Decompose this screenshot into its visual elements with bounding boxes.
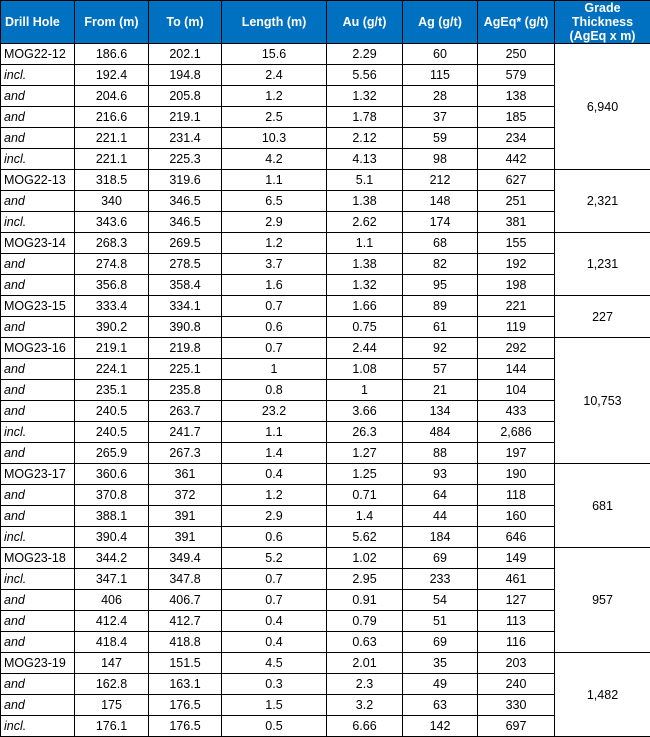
cell-au: 0.71: [327, 485, 403, 506]
header-ageq: AgEq* (g/t): [478, 1, 555, 44]
cell-length: 2.5: [222, 107, 327, 128]
cell-length: 4.5: [222, 653, 327, 674]
cell-to: 267.3: [149, 443, 222, 464]
cell-length: 1.5: [222, 695, 327, 716]
cell-from: 318.5: [75, 170, 149, 191]
cell-to: 358.4: [149, 275, 222, 296]
cell-ageq: 197: [478, 443, 555, 464]
cell-drill-hole: and: [1, 695, 75, 716]
table-row: [1, 695, 650, 716]
cell-from: 216.6: [75, 107, 149, 128]
cell-ageq: 250: [478, 44, 555, 65]
cell-length: 0.4: [222, 632, 327, 653]
cell-au: 5.62: [327, 527, 403, 548]
cell-length: 0.6: [222, 317, 327, 338]
cell-from: 418.4: [75, 632, 149, 653]
cell-to: 225.3: [149, 149, 222, 170]
table-row: [1, 275, 650, 296]
cell-ag: 44: [403, 506, 478, 527]
cell-ag: 115: [403, 65, 478, 86]
cell-ag: 98: [403, 149, 478, 170]
cell-ageq: 190: [478, 464, 555, 485]
cell-from: 192.4: [75, 65, 149, 86]
cell-ag: 134: [403, 401, 478, 422]
cell-ageq: 433: [478, 401, 555, 422]
cell-ageq: 203: [478, 653, 555, 674]
cell-length: 1.4: [222, 443, 327, 464]
cell-ag: 54: [403, 590, 478, 611]
cell-from: 344.2: [75, 548, 149, 569]
table-row: [1, 254, 650, 275]
cell-au: 2.62: [327, 212, 403, 233]
table-row: [1, 443, 650, 464]
cell-from: 219.1: [75, 338, 149, 359]
cell-from: 240.5: [75, 401, 149, 422]
cell-to: 176.5: [149, 716, 222, 737]
cell-drill-hole: and: [1, 128, 75, 149]
cell-drill-hole: MOG23-18: [1, 548, 75, 569]
cell-au: 6.66: [327, 716, 403, 737]
cell-to: 361: [149, 464, 222, 485]
cell-au: 1.4: [327, 506, 403, 527]
cell-au: 4.13: [327, 149, 403, 170]
cell-to: 219.1: [149, 107, 222, 128]
cell-ageq: 461: [478, 569, 555, 590]
cell-to: 418.8: [149, 632, 222, 653]
header-row: [1, 1, 650, 44]
cell-length: 0.4: [222, 611, 327, 632]
cell-to: 241.7: [149, 422, 222, 443]
cell-to: 151.5: [149, 653, 222, 674]
cell-au: 0.79: [327, 611, 403, 632]
cell-length: 3.7: [222, 254, 327, 275]
cell-ageq: 155: [478, 233, 555, 254]
cell-to: 194.8: [149, 65, 222, 86]
cell-length: 5.2: [222, 548, 327, 569]
cell-to: 372: [149, 485, 222, 506]
cell-drill-hole: and: [1, 443, 75, 464]
cell-length: 15.6: [222, 44, 327, 65]
cell-ag: 51: [403, 611, 478, 632]
cell-length: 10.3: [222, 128, 327, 149]
cell-au: 1.27: [327, 443, 403, 464]
table-row: [1, 527, 650, 548]
cell-au: 1: [327, 380, 403, 401]
header-drill-hole: Drill Hole: [1, 1, 75, 44]
cell-ag: 37: [403, 107, 478, 128]
cell-to: 235.8: [149, 380, 222, 401]
cell-to: 319.6: [149, 170, 222, 191]
cell-au: 2.95: [327, 569, 403, 590]
cell-to: 231.4: [149, 128, 222, 149]
cell-ageq: 192: [478, 254, 555, 275]
cell-ageq: 116: [478, 632, 555, 653]
cell-au: 1.38: [327, 191, 403, 212]
cell-ag: 95: [403, 275, 478, 296]
cell-from: 175: [75, 695, 149, 716]
cell-length: 1.2: [222, 485, 327, 506]
cell-from: 390.4: [75, 527, 149, 548]
table-row: [1, 611, 650, 632]
table-row: [1, 44, 650, 65]
cell-grade-thickness: 6,940: [555, 44, 650, 170]
cell-drill-hole: MOG23-19: [1, 653, 75, 674]
cell-length: 2.9: [222, 212, 327, 233]
cell-ag: 61: [403, 317, 478, 338]
cell-drill-hole: and: [1, 506, 75, 527]
cell-from: 224.1: [75, 359, 149, 380]
table-row: [1, 338, 650, 359]
cell-to: 391: [149, 506, 222, 527]
cell-au: 0.91: [327, 590, 403, 611]
cell-from: 221.1: [75, 149, 149, 170]
cell-to: 219.8: [149, 338, 222, 359]
cell-ageq: 160: [478, 506, 555, 527]
cell-from: 221.1: [75, 128, 149, 149]
cell-from: 147: [75, 653, 149, 674]
cell-from: 176.1: [75, 716, 149, 737]
cell-au: 1.1: [327, 233, 403, 254]
cell-grade-thickness: 681: [555, 464, 650, 548]
cell-ageq: 119: [478, 317, 555, 338]
cell-ageq: 330: [478, 695, 555, 716]
cell-grade-thickness: 957: [555, 548, 650, 653]
cell-length: 0.3: [222, 674, 327, 695]
header-ag: Ag (g/t): [403, 1, 478, 44]
cell-drill-hole: and: [1, 590, 75, 611]
cell-au: 1.66: [327, 296, 403, 317]
cell-au: 1.32: [327, 275, 403, 296]
cell-drill-hole: MOG23-17: [1, 464, 75, 485]
cell-au: 2.3: [327, 674, 403, 695]
cell-length: 0.8: [222, 380, 327, 401]
cell-ageq: 697: [478, 716, 555, 737]
cell-drill-hole: and: [1, 86, 75, 107]
cell-drill-hole: MOG23-15: [1, 296, 75, 317]
cell-to: 225.1: [149, 359, 222, 380]
cell-length: 23.2: [222, 401, 327, 422]
header-au: Au (g/t): [327, 1, 403, 44]
cell-from: 204.6: [75, 86, 149, 107]
table-row: [1, 317, 650, 338]
cell-au: 2.12: [327, 128, 403, 149]
cell-to: 269.5: [149, 233, 222, 254]
cell-ageq: 646: [478, 527, 555, 548]
cell-ag: 89: [403, 296, 478, 317]
cell-from: 240.5: [75, 422, 149, 443]
cell-from: 343.6: [75, 212, 149, 233]
table-row: [1, 149, 650, 170]
header-from: From (m): [75, 1, 149, 44]
cell-ag: 148: [403, 191, 478, 212]
table-row: [1, 380, 650, 401]
cell-grade-thickness: 1,231: [555, 233, 650, 296]
cell-from: 347.1: [75, 569, 149, 590]
cell-from: 333.4: [75, 296, 149, 317]
cell-length: 0.7: [222, 338, 327, 359]
table-row: [1, 170, 650, 191]
cell-ag: 93: [403, 464, 478, 485]
cell-drill-hole: incl.: [1, 149, 75, 170]
cell-from: 186.6: [75, 44, 149, 65]
cell-au: 1.38: [327, 254, 403, 275]
cell-ag: 69: [403, 632, 478, 653]
table-row: [1, 485, 650, 506]
cell-drill-hole: incl.: [1, 422, 75, 443]
cell-from: 274.8: [75, 254, 149, 275]
table-row: [1, 506, 650, 527]
cell-from: 360.6: [75, 464, 149, 485]
cell-from: 370.8: [75, 485, 149, 506]
table-row: [1, 212, 650, 233]
cell-drill-hole: MOG22-12: [1, 44, 75, 65]
header-length: Length (m): [222, 1, 327, 44]
cell-length: 1.6: [222, 275, 327, 296]
cell-ag: 49: [403, 674, 478, 695]
cell-ag: 142: [403, 716, 478, 737]
cell-drill-hole: and: [1, 275, 75, 296]
cell-ag: 57: [403, 359, 478, 380]
cell-to: 390.8: [149, 317, 222, 338]
cell-length: 6.5: [222, 191, 327, 212]
cell-length: 0.6: [222, 527, 327, 548]
cell-grade-thickness: 10,753: [555, 338, 650, 464]
cell-au: 1.08: [327, 359, 403, 380]
cell-grade-thickness: 2,321: [555, 170, 650, 233]
cell-au: 5.1: [327, 170, 403, 191]
cell-ageq: 149: [478, 548, 555, 569]
cell-au: 5.56: [327, 65, 403, 86]
table-row: [1, 86, 650, 107]
cell-ageq: 118: [478, 485, 555, 506]
table-row: [1, 716, 650, 737]
cell-drill-hole: and: [1, 485, 75, 506]
cell-drill-hole: and: [1, 254, 75, 275]
cell-ageq: 240: [478, 674, 555, 695]
cell-from: 390.2: [75, 317, 149, 338]
cell-from: 268.3: [75, 233, 149, 254]
table-row: [1, 107, 650, 128]
cell-grade-thickness: 1,482: [555, 653, 650, 737]
cell-length: 0.7: [222, 590, 327, 611]
cell-to: 278.5: [149, 254, 222, 275]
table-row: [1, 548, 650, 569]
cell-drill-hole: and: [1, 380, 75, 401]
cell-au: 3.2: [327, 695, 403, 716]
table-row: [1, 128, 650, 149]
cell-to: 205.8: [149, 86, 222, 107]
cell-drill-hole: and: [1, 317, 75, 338]
table-row: [1, 296, 650, 317]
cell-drill-hole: incl.: [1, 716, 75, 737]
cell-drill-hole: MOG22-13: [1, 170, 75, 191]
cell-au: 26.3: [327, 422, 403, 443]
table-row: [1, 632, 650, 653]
cell-ag: 64: [403, 485, 478, 506]
cell-ageq: 113: [478, 611, 555, 632]
cell-from: 406: [75, 590, 149, 611]
cell-from: 162.8: [75, 674, 149, 695]
cell-to: 412.7: [149, 611, 222, 632]
table-row: [1, 674, 650, 695]
cell-to: 334.1: [149, 296, 222, 317]
cell-ag: 35: [403, 653, 478, 674]
cell-ageq: 104: [478, 380, 555, 401]
cell-to: 349.4: [149, 548, 222, 569]
cell-ag: 60: [403, 44, 478, 65]
cell-drill-hole: incl.: [1, 65, 75, 86]
cell-ageq: 381: [478, 212, 555, 233]
cell-au: 0.75: [327, 317, 403, 338]
cell-ageq: 234: [478, 128, 555, 149]
cell-to: 391: [149, 527, 222, 548]
cell-drill-hole: and: [1, 611, 75, 632]
cell-drill-hole: MOG23-16: [1, 338, 75, 359]
cell-ag: 69: [403, 548, 478, 569]
table-row: [1, 401, 650, 422]
table-body: [1, 44, 650, 737]
cell-from: 356.8: [75, 275, 149, 296]
cell-au: 2.44: [327, 338, 403, 359]
cell-from: 388.1: [75, 506, 149, 527]
cell-au: 1.02: [327, 548, 403, 569]
cell-drill-hole: incl.: [1, 212, 75, 233]
cell-ageq: 442: [478, 149, 555, 170]
cell-ag: 233: [403, 569, 478, 590]
cell-drill-hole: and: [1, 191, 75, 212]
cell-from: 235.1: [75, 380, 149, 401]
cell-ag: 484: [403, 422, 478, 443]
table-row: [1, 233, 650, 254]
cell-to: 347.8: [149, 569, 222, 590]
cell-drill-hole: and: [1, 107, 75, 128]
table-row: [1, 65, 650, 86]
cell-ag: 174: [403, 212, 478, 233]
cell-from: 340: [75, 191, 149, 212]
cell-au: 1.25: [327, 464, 403, 485]
cell-ageq: 185: [478, 107, 555, 128]
cell-ageq: 127: [478, 590, 555, 611]
cell-drill-hole: and: [1, 401, 75, 422]
cell-length: 0.5: [222, 716, 327, 737]
cell-au: 1.78: [327, 107, 403, 128]
header-to: To (m): [149, 1, 222, 44]
cell-length: 1.1: [222, 170, 327, 191]
cell-ageq: 138: [478, 86, 555, 107]
cell-length: 2.9: [222, 506, 327, 527]
cell-drill-hole: and: [1, 359, 75, 380]
cell-length: 1.2: [222, 233, 327, 254]
cell-ag: 184: [403, 527, 478, 548]
cell-ag: 92: [403, 338, 478, 359]
table-row: [1, 653, 650, 674]
cell-to: 202.1: [149, 44, 222, 65]
cell-ag: 21: [403, 380, 478, 401]
cell-ageq: 221: [478, 296, 555, 317]
cell-grade-thickness: 227: [555, 296, 650, 338]
cell-length: 1: [222, 359, 327, 380]
cell-to: 176.5: [149, 695, 222, 716]
table-row: [1, 590, 650, 611]
cell-drill-hole: and: [1, 674, 75, 695]
cell-ag: 59: [403, 128, 478, 149]
cell-ag: 68: [403, 233, 478, 254]
cell-length: 0.7: [222, 296, 327, 317]
cell-length: 0.4: [222, 464, 327, 485]
cell-ageq: 579: [478, 65, 555, 86]
cell-from: 265.9: [75, 443, 149, 464]
cell-to: 346.5: [149, 212, 222, 233]
cell-au: 0.63: [327, 632, 403, 653]
cell-length: 4.2: [222, 149, 327, 170]
cell-length: 1.1: [222, 422, 327, 443]
cell-to: 263.7: [149, 401, 222, 422]
cell-from: 412.4: [75, 611, 149, 632]
cell-to: 163.1: [149, 674, 222, 695]
cell-length: 0.7: [222, 569, 327, 590]
cell-drill-hole: and: [1, 632, 75, 653]
cell-ageq: 144: [478, 359, 555, 380]
table-row: [1, 359, 650, 380]
cell-au: 1.32: [327, 86, 403, 107]
cell-ag: 82: [403, 254, 478, 275]
cell-ag: 28: [403, 86, 478, 107]
cell-ageq: 2,686: [478, 422, 555, 443]
cell-ag: 63: [403, 695, 478, 716]
cell-to: 406.7: [149, 590, 222, 611]
cell-ageq: 251: [478, 191, 555, 212]
cell-ageq: 292: [478, 338, 555, 359]
cell-ageq: 627: [478, 170, 555, 191]
table-row: [1, 191, 650, 212]
cell-to: 346.5: [149, 191, 222, 212]
cell-drill-hole: MOG23-14: [1, 233, 75, 254]
cell-drill-hole: incl.: [1, 527, 75, 548]
cell-au: 2.01: [327, 653, 403, 674]
table-row: [1, 464, 650, 485]
cell-ag: 212: [403, 170, 478, 191]
cell-au: 3.66: [327, 401, 403, 422]
header-grade-thickness: Grade Thickness (AgEq x m): [555, 1, 650, 44]
cell-drill-hole: incl.: [1, 569, 75, 590]
cell-ag: 88: [403, 443, 478, 464]
cell-length: 2.4: [222, 65, 327, 86]
cell-au: 2.29: [327, 44, 403, 65]
cell-length: 1.2: [222, 86, 327, 107]
cell-ageq: 198: [478, 275, 555, 296]
table-row: [1, 569, 650, 590]
table-row: [1, 422, 650, 443]
